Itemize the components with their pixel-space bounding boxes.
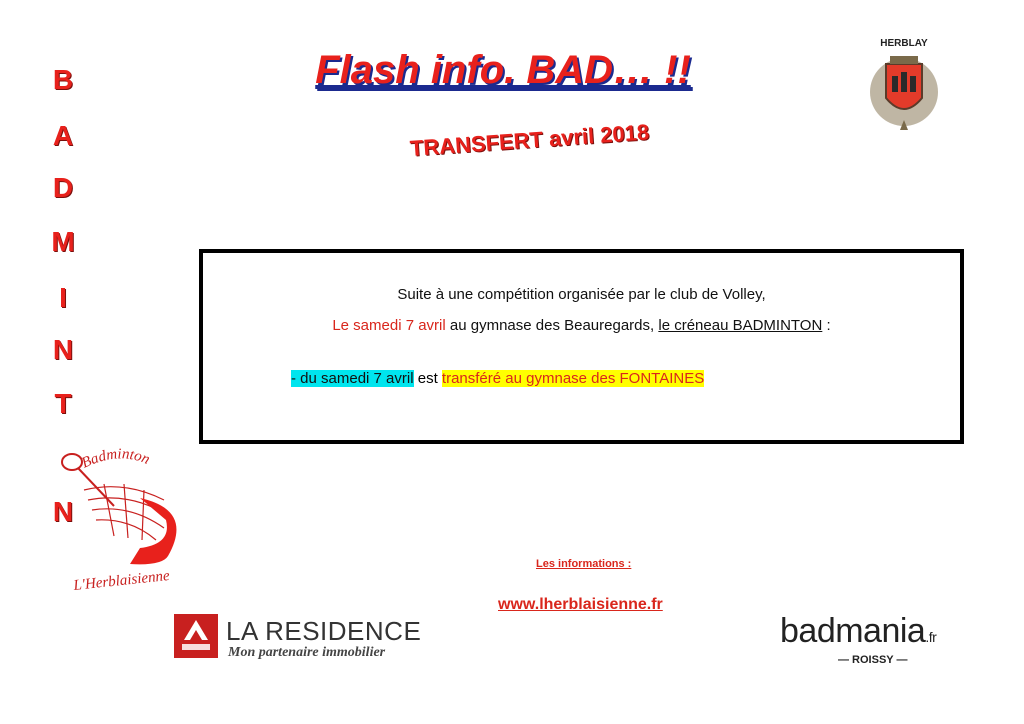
club-logo xyxy=(44,440,194,600)
side-letter: A xyxy=(52,120,74,151)
svg-text:Badminton xyxy=(79,446,152,471)
badmania-logo xyxy=(780,612,970,670)
notice-colon: : xyxy=(822,317,831,334)
notice-location: au gymnase des Beauregards, xyxy=(445,317,659,334)
la-residence-logo xyxy=(174,614,434,664)
page-subtitle: TRANSFERT avril 2018 xyxy=(409,119,650,161)
badmania-name: badmania.fr xyxy=(780,612,937,650)
badmania-location: — ROISSY — xyxy=(838,654,908,666)
side-letter: I xyxy=(59,282,67,313)
la-residence-name: LA RESIDENCE xyxy=(226,616,422,646)
side-letter: B xyxy=(52,64,74,95)
la-residence-icon xyxy=(174,614,218,658)
notice-from-date: - du samedi 7 avril xyxy=(291,370,414,387)
notice-box xyxy=(199,249,964,444)
club-logo-top-text: Badminton xyxy=(79,446,153,472)
side-letter: M xyxy=(51,226,75,257)
notice-date: Le samedi 7 avril xyxy=(332,317,446,334)
badmania-suffix: .fr xyxy=(925,629,937,645)
website-link[interactable]: www.lherblaisienne.fr xyxy=(498,596,663,613)
side-letter: T xyxy=(54,388,72,419)
la-residence-tagline: Mon partenaire immobilier xyxy=(228,645,386,660)
notice-line-2 xyxy=(203,317,960,334)
notice-line-1: Suite à une compétition organisée par le club de Volley, xyxy=(397,286,766,303)
notice-destination: transféré au gymnase des FONTAINES xyxy=(441,370,705,387)
crest-label: HERBLAY xyxy=(880,38,928,49)
notice-line-3 xyxy=(291,370,704,387)
herblay-crest xyxy=(864,36,944,136)
side-letter: N xyxy=(52,496,74,527)
page-title: Flash info. BAD… !! xyxy=(315,48,691,92)
notice-slot: le créneau BADMINTON xyxy=(658,317,823,334)
info-label: Les informations : xyxy=(536,558,632,570)
side-letter: D xyxy=(52,172,74,203)
club-logo-bottom-text: L'Herblaisienne xyxy=(72,567,171,594)
notice-verb: est xyxy=(413,370,442,387)
side-letter: N xyxy=(52,334,74,365)
